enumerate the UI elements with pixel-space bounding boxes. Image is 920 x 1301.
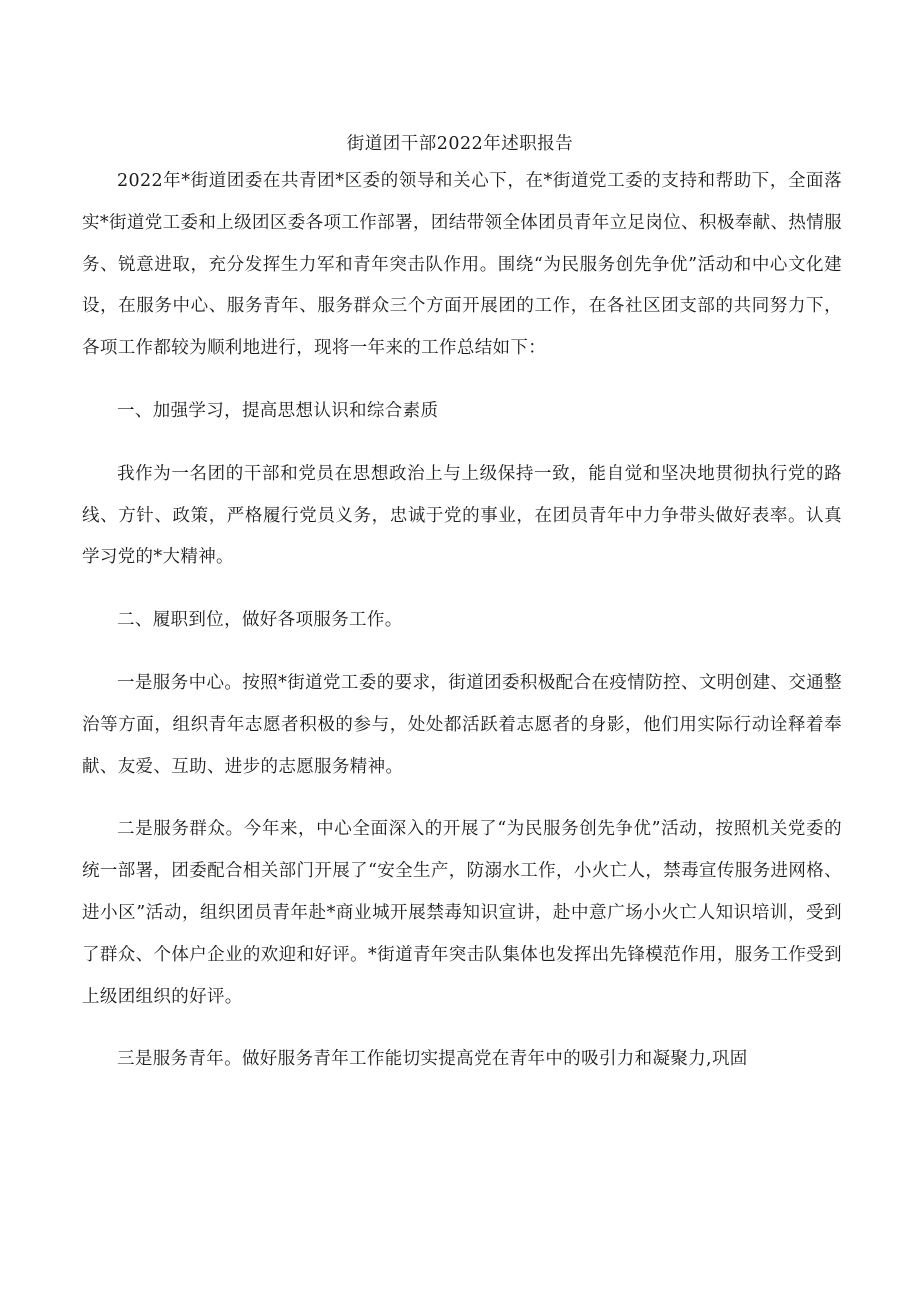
document-body [82,161,842,1081]
document-title: 街道团干部2022年述职报告 [346,134,574,154]
service-masses-paragraph: 二是服务群众。今年来，中心全面深入的开展了“为民服务创先争优”活动，按照机关党委的统一部署，团委配合相关部门开展了“安全生产，防溺水工作，小火亡人，禁毒宣传服务进网格、进小区”活动，组织团员青年赴*商业城开展禁毒知识宣讲，赴中意广场小火亡人知识培训，受到了群众、个体户企业的欢迎和好评。*街道青年突击队集体也发挥出先锋模范作用，服务工作受到上级团组织的好评。 [82,819,842,1007]
intro-paragraph: 2022年*街道团委在共青团*区委的领导和关心下，在*街道党工委的支持和帮助下，全面落实*街道党工委和上级团区委各项工作部署，团结带领全体团员青年立足岗位、积极奉献、热情服务、锐意进取，充分发挥生力军和青年突击队作用。围绕“为民服务创先争优”活动和中心文化建设，在服务中心、服务青年、服务群众三个方面开展团的工作，在各社区团支部的共同努力下，各项工作都较为顺利地进行，现将一年来的工作总结如下： [82,171,842,359]
section-1-paragraph: 我作为一名团的干部和党员在思想政治上与上级保持一致，能自觉和坚决地贯彻执行党的路线、方针、政策，严格履行党员义务，忠诚于党的事业，在团员青年中力争带头做好表率。认真学习党的*大精神。 [82,463,842,568]
service-center-paragraph: 一是服务中心。按照*街道党工委的要求，街道团委积极配合在疫情防控、文明创建、交通整治等方面，组织青年志愿者积极的参与，处处都活跃着志愿者的身影，他们用实际行动诠释着奉献、友爱、互助、进步的志愿服务精神。 [82,672,842,777]
service-youth-paragraph: 三是服务青年。做好服务青年工作能切实提高党在青年中的吸引力和凝聚力,巩固 [117,1049,748,1070]
section-heading-2: 二、履职到位，做好各项服务工作。 [117,610,403,631]
section-heading-1: 一、加强学习，提高思想认识和综合素质 [117,400,439,421]
